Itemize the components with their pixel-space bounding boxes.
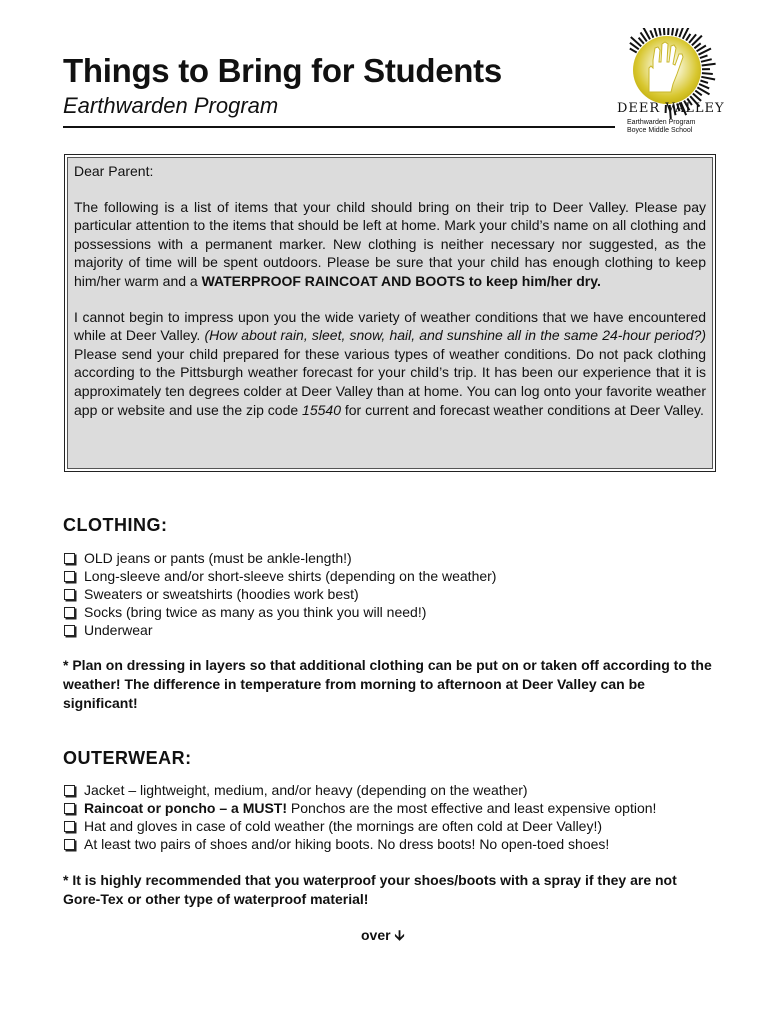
checkbox-icon[interactable] [64, 839, 75, 850]
checkbox-icon[interactable] [64, 821, 75, 832]
list-item [63, 817, 656, 835]
list-item [63, 799, 656, 817]
page-title: Things to Bring for Students [63, 52, 502, 89]
sun-ray [702, 64, 716, 66]
clothing-list [63, 549, 496, 639]
letter-greeting: Dear Parent: [74, 163, 154, 179]
list-item [63, 567, 496, 585]
sun-ray [694, 43, 700, 48]
letter-p2-italic: (How about rain, sleet, snow, hail, and sunshine all in the same 24-hour period?) [204, 327, 706, 344]
clothing-note: * Plan on dressing in layers so that additional clothing can be put on or taken off according to the weather! The difference in temperature from morning to afternoon at Deer Valley can be significant! [63, 657, 712, 711]
clothing-heading: CLOTHING: [63, 515, 168, 535]
letter-p2-text-a: I cannot begin to impress upon you the wide variety of weather conditions that we have encountered while at Deer Valley. [74, 308, 706, 344]
list-item [63, 781, 656, 799]
outerwear-list [63, 781, 656, 853]
letter-p1-emphasis: WATERPROOF RAINCOAT AND BOOTS to keep him/her dry. [201, 272, 601, 289]
logo-subtitle-line1: Earthwarden Program [627, 119, 696, 126]
checkbox-icon[interactable] [64, 589, 75, 600]
logo-wordmark: DEER VALLEY [617, 101, 725, 116]
item-text: Hat and gloves in case of cold weather (the mornings are often cold at Deer Valley!) [84, 818, 603, 834]
page-subtitle: Earthwarden Program [63, 93, 279, 118]
outerwear-note: * It is highly recommended that you waterproof your shoes/boots with a spray if they are not Gore-Tex or other type of waterproof material! [63, 872, 677, 907]
logo-subtitle [627, 119, 695, 135]
letter-p1-text: The following is a list of items that your child should bring on their trip to Deer Valley. Please pay particular attention to the items that should be left at home. Mark your child’s name on all clothing and possessions with a permanent marker. New clothing is neither necessary nor suggested, as the majority of time will be spent outdoors. Please be sure that your child has enough clothing to keep him/her warm and a [74, 198, 706, 289]
letter-paragraph-1 [74, 198, 706, 291]
checkbox-icon[interactable] [64, 803, 75, 814]
sun-ray [630, 49, 637, 53]
list-item [63, 621, 496, 639]
list-item [63, 835, 656, 853]
item-text: Jacket – lightweight, medium, and/or heavy (depending on the weather) [84, 782, 528, 798]
outerwear-heading: OUTERWEAR: [63, 748, 192, 768]
item-text: OLD jeans or pants (must be ankle-length!) [84, 550, 352, 566]
checkbox-icon[interactable] [64, 553, 75, 564]
letter-paragraph-2 [74, 308, 706, 420]
sun-ray [639, 38, 644, 44]
sun-ray [658, 28, 661, 36]
title-divider [63, 126, 615, 128]
item-text-rest: Ponchos are the most effective and least expensive option! [287, 800, 657, 816]
list-item [63, 549, 496, 567]
sun-ray [672, 28, 674, 35]
sun-ray [650, 30, 653, 37]
sun-ray [695, 91, 702, 96]
checkbox-icon[interactable] [64, 785, 75, 796]
sun-ray [679, 28, 683, 37]
checkbox-icon[interactable] [64, 571, 75, 582]
letter-zip-code: 15540 [302, 401, 341, 418]
sun-ray [700, 55, 708, 58]
letter-p2-text-c: for current and forecast weather conditions at Deer Valley. [340, 401, 704, 418]
item-text: Sweaters or sweatshirts (hoodies work best) [84, 586, 359, 602]
item-text: Underwear [84, 622, 153, 638]
over-label: over [361, 927, 391, 943]
sun-ray [654, 28, 657, 37]
item-text: At least two pairs of shoes and/or hiking boots. No dress boots! No open-toed shoes! [84, 836, 610, 852]
item-text [84, 799, 656, 817]
arrow-down-icon: 🡫 [394, 927, 405, 943]
sun-ray [664, 28, 665, 35]
item-text: Long-sleeve and/or short-sleeve shirts (depending on the weather) [84, 568, 497, 584]
sun-ray [676, 28, 678, 36]
item-text: Socks (bring twice as many as you think you will need!) [84, 604, 427, 620]
checkbox-icon[interactable] [64, 625, 75, 636]
sun-ray [699, 84, 709, 88]
logo-subtitle-line2: Boyce Middle School [627, 127, 693, 134]
sun-ray [700, 81, 708, 83]
letter-p2-text-b: Please send your child prepared for these various types of weather conditions. Do not pack clothing according to the Pittsburgh weather forecast for your child’s trip. It has been our experience that it is approximately ten degrees colder at Deer Valley than at home. You can log onto your favorite weather app or website and use the zip code [74, 345, 706, 418]
sun-ray [686, 34, 690, 41]
sun-ray [701, 59, 712, 62]
parent-letter-box [64, 154, 716, 472]
item-emphasis: Raincoat or poncho – a MUST! [84, 800, 288, 816]
sun-ray [701, 77, 715, 80]
page-turn-indicator [361, 925, 405, 949]
list-item [63, 585, 496, 603]
list-item [63, 603, 496, 621]
sun-ray [702, 73, 713, 74]
checkbox-icon[interactable] [64, 607, 75, 618]
